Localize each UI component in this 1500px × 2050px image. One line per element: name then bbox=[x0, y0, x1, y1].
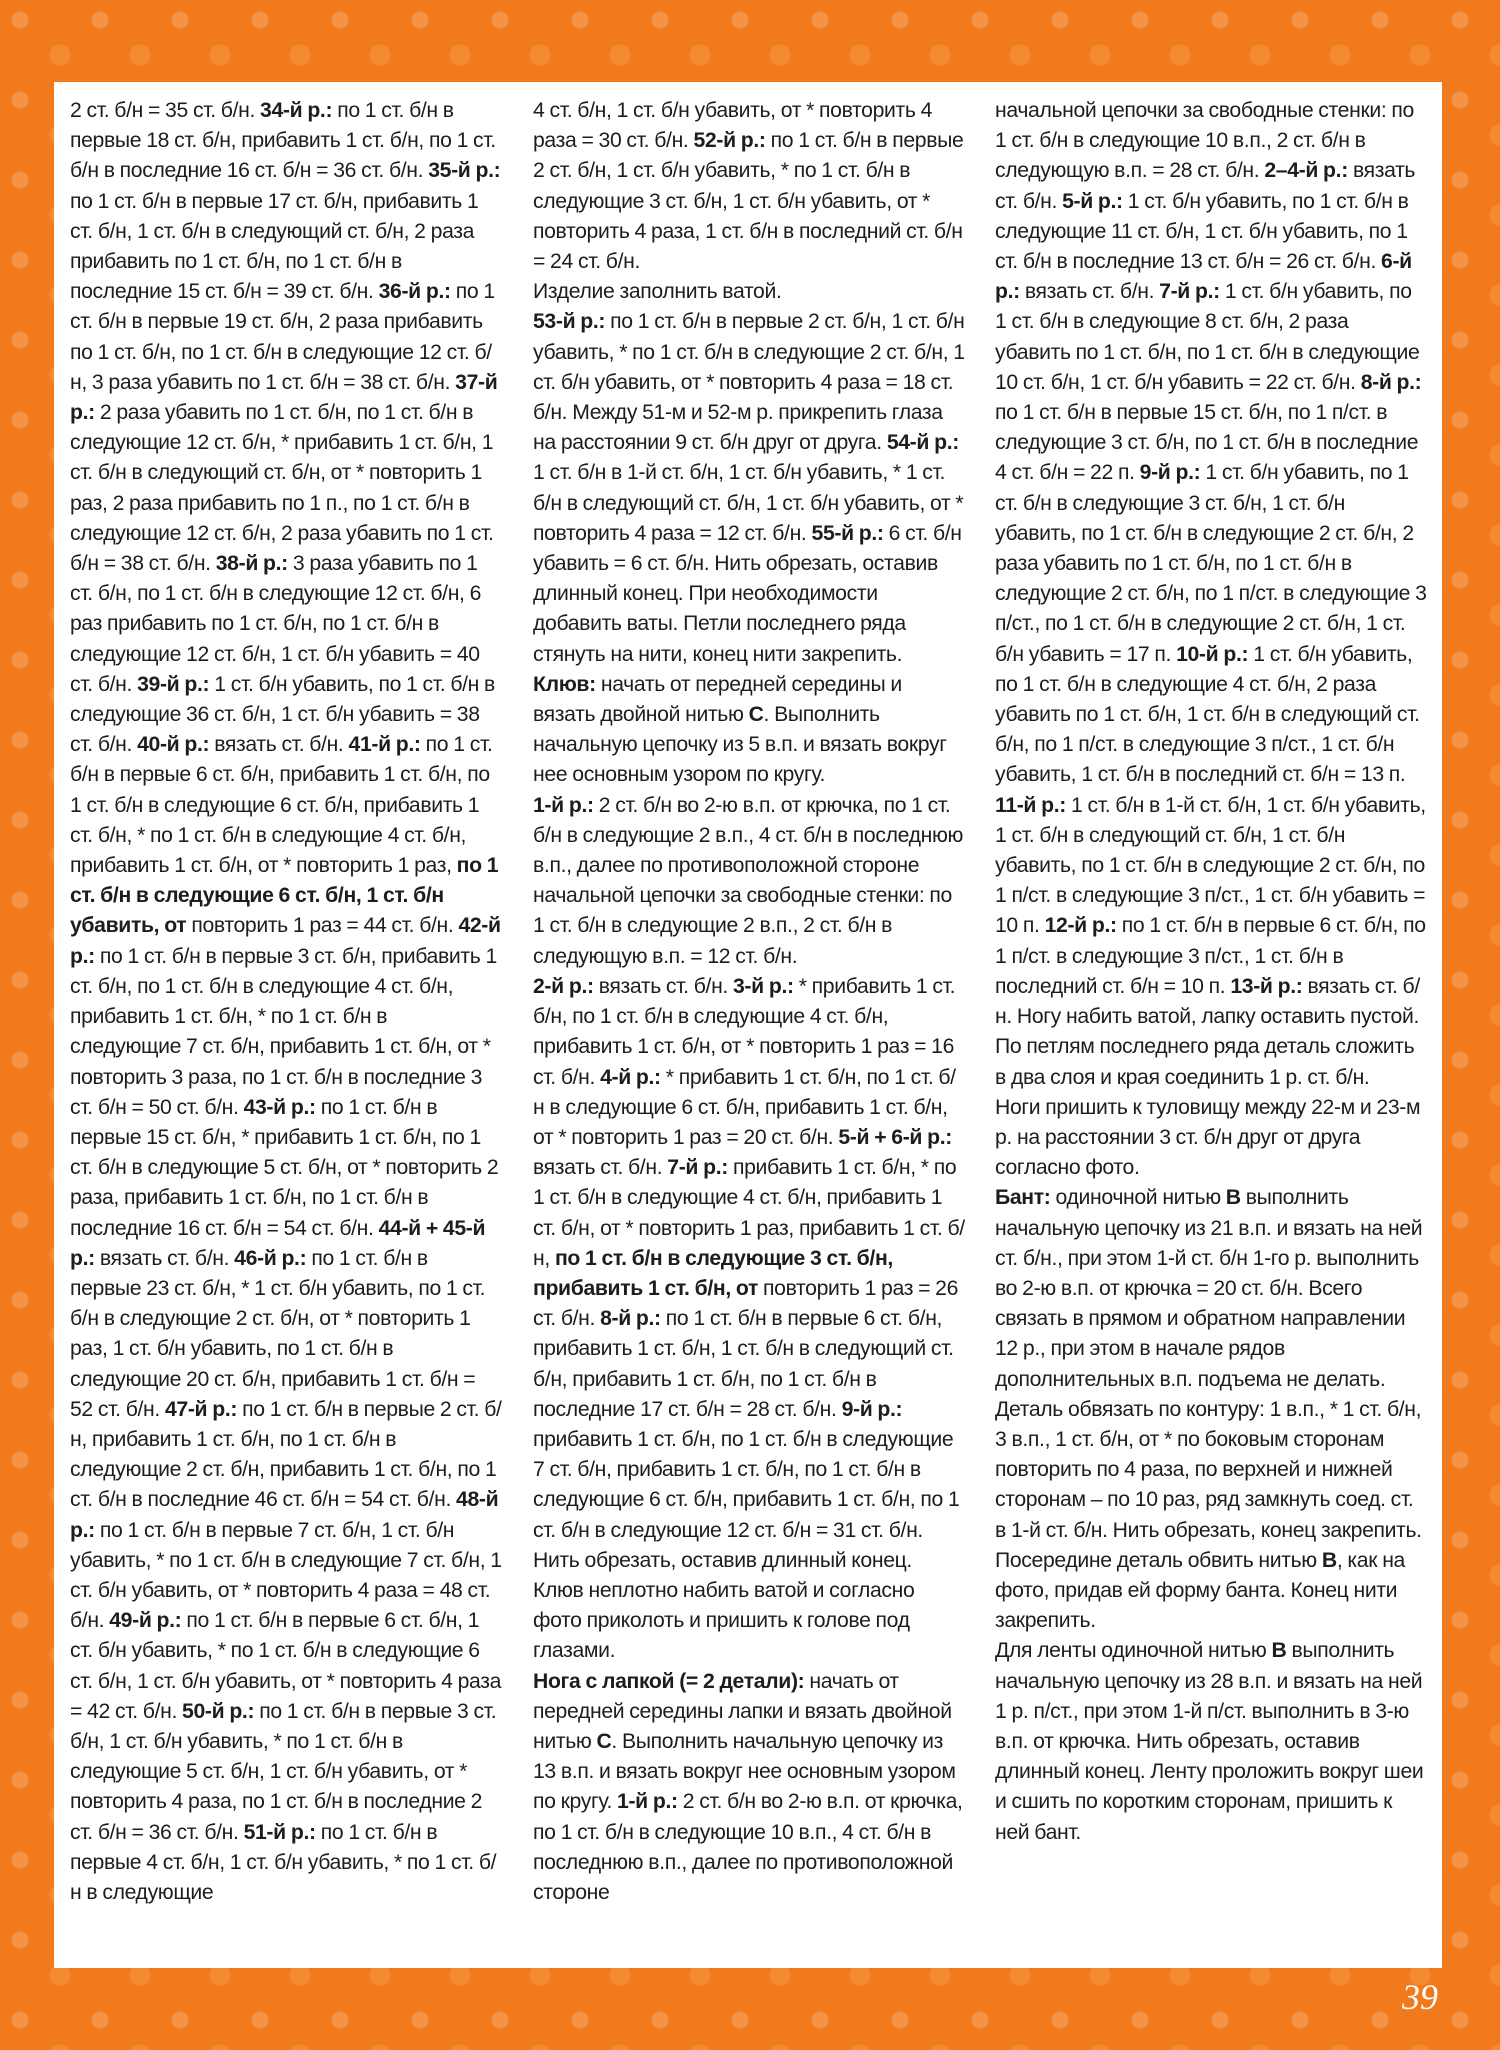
text-column-3 bbox=[995, 96, 1427, 1848]
paragraph: Клюв: начать от передней середины и вязать двойной нитью С. Выполнить начальную цепочку из 5 в.п. и вязать вокруг нее основным узором по кругу. bbox=[533, 672, 947, 787]
paragraph: Нога с лапкой (= 2 детали): начать от передней середины лапки и вязать двойной нитью С. Выполнить начальную цепочку из 13 в.п. и вязать вокруг нее основным узором по кругу. 1-й р.: 2 ст. б/н во 2-ю в.п. от крючка, по 1 ст. б/н в следующие 10 в.п., 4 ст. б/н в последнюю в.п., далее по противоположной стороне bbox=[533, 1669, 963, 1904]
page-number: 39 bbox=[1402, 1977, 1438, 2017]
paragraph: 2 ст. б/н = 35 ст. б/н. 34-й р.: по 1 ст. б/н в первые 18 ст. б/н, прибавить 1 ст. б/н, по 1 ст. б/н в последние 16 ст. б/н = 36 ст. б/н. 35-й р.: по 1 ст. б/н в первые 17 ст. б/н, прибавить 1 ст. б/н, 1 ст. б/н в следующий ст. б/н, 2 раза прибавить по 1 ст. б/н, по 1 ст. б/н в последние 15 ст. б/н = 39 ст. б/н. 36-й р.: по 1 ст. б/н в первые 19 ст. б/н, 2 раза прибавить по 1 ст. б/н, по 1 ст. б/н в следующие 12 ст. б/н, 3 раза убавить по 1 ст. б/н = 38 ст. б/н. 37-й р.: 2 раза убавить по 1 ст. б/н, по 1 ст. б/н в следующие 12 ст. б/н, * прибавить 1 ст. б/н, 1 ст. б/н в следующий ст. б/н, от * повторить 1 раз, 2 раза прибавить по 1 п., по 1 ст. б/н в следующие 12 ст. б/н, 2 раза убавить по 1 ст. б/н = 38 ст. б/н. 38-й р.: 3 раза убавить по 1 ст. б/н, по 1 ст. б/н в следующие 12 ст. б/н, 6 раз прибавить по 1 ст. б/н, по 1 ст. б/н в следующие 12 ст. б/н, 1 ст. б/н убавить = 40 ст. б/н. 39-й р.: 1 ст. б/н убавить, по 1 ст. б/н в следующие 36 ст. б/н, 1 ст. б/н убавить = 38 ст. б/н. 40-й р.: вязать ст. б/н. 41-й р.: по 1 ст. б/н в первые 6 ст. б/н, прибавить 1 ст. б/н, по 1 ст. б/н в следующие 6 ст. б/н, прибавить 1 ст. б/н, * по 1 ст. б/н в следующие 4 ст. б/н, прибавить 1 ст. б/н, от * повторить 1 раз, по 1 ст. б/н в следующие 6 ст. б/н, 1 ст. б/н убавить, от повторить 1 раз = 44 ст. б/н. 42-й р.: по 1 ст. б/н в первые 3 ст. б/н, прибавить 1 ст. б/н, по 1 ст. б/н в следующие 4 ст. б/н, прибавить 1 ст. б/н, * по 1 ст. б/н в следующие 7 ст. б/н, прибавить 1 ст. б/н, от * повторить 3 раза, по 1 ст. б/н в последние 3 ст. б/н = 50 ст. б/н. 43-й р.: по 1 ст. б/н в первые 15 ст. б/н, * прибавить 1 ст. б/н, по 1 ст. б/н в следующие 5 ст. б/н, от * повторить 2 раза, прибавить 1 ст. б/н, по 1 ст. б/н в последние 16 ст. б/н = 54 ст. б/н. 44-й + 45-й р.: вязать ст. б/н. 46-й р.: по 1 ст. б/н в первые 23 ст. б/н, * 1 ст. б/н убавить, по 1 ст. б/н в следующие 2 ст. б/н, от * повторить 1 раз, 1 ст. б/н убавить, по 1 ст. б/н в следующие 20 ст. б/н, прибавить 1 ст. б/н = 52 ст. б/н. 47-й р.: по 1 ст. б/н в первые 2 ст. б/н, прибавить 1 ст. б/н, по 1 ст. б/н в следующие 2 ст. б/н, прибавить 1 ст. б/н, по 1 ст. б/н в последние 46 ст. б/н = 54 ст. б/н. 48-й р.: по 1 ст. б/н в первые 7 ст. б/н, 1 ст. б/н убавить, * по 1 ст. б/н в следующие 7 ст. б/н, 1 ст. б/н убавить, от * повторить 4 раза = 48 ст. б/н. 49-й р.: по 1 ст. б/н в первые 6 ст. б/н, 1 ст. б/н убавить, * по 1 ст. б/н в следующие 6 ст. б/н, 1 ст. б/н убавить, от * повторить 4 раза = 42 ст. б/н. 50-й р.: по 1 ст. б/н в первые 3 ст. б/н, 1 ст. б/н убавить, * по 1 ст. б/н в следующие 5 ст. б/н, 1 ст. б/н убавить, от * повторить 4 раза, по 1 ст. б/н в последние 2 ст. б/н = 36 ст. б/н. 51-й р.: по 1 ст. б/н в первые 4 ст. б/н, 1 ст. б/н убавить, * по 1 ст. б/н в следующие bbox=[70, 99, 502, 1904]
paragraph: Бант: одиночной нитью В выполнить начальную цепочку из 21 в.п. и вязать на ней ст. б/н., при этом 1-й ст. б/н 1-го р. выполнить во 2-ю в.п. от крючка = 20 ст. б/н. Всего связать в прямом и обратном направлении 12 р., при этом в начале рядов дополнительных в.п. подъема не делать. Деталь обвязать по контуру: 1 в.п., * 1 ст. б/н, 3 в.п., 1 ст. б/н, от * по боковым сторонам повторить по 4 раза, по верхней и нижней сторонам – по 10 раз, ряд замкнуть соед. ст. в 1-й ст. б/н. Нить обрезать, конец закрепить. Посередине деталь обвить нитью В, как на фото, придав ей форму банта. Конец нити закрепить. bbox=[995, 1186, 1423, 1633]
paragraph: 2-й р.: вязать ст. б/н. 3-й р.: * прибавить 1 ст. б/н, по 1 ст. б/н в следующие 4 ст. б/н, прибавить 1 ст. б/н, от * повторить 1 раз = 16 ст. б/н. 4-й р.: * прибавить 1 ст. б/н, по 1 ст. б/н в следующие 6 ст. б/н, прибавить 1 ст. б/н, от * повторить 1 раз = 20 ст. б/н. 5-й + 6-й р.: вязать ст. б/н. 7-й р.: прибавить 1 ст. б/н, * по 1 ст. б/н в следующие 4 ст. б/н, прибавить 1 ст. б/н, от * повторить 1 раз, прибавить 1 ст. б/н, по 1 ст. б/н в следующие 3 ст. б/н, прибавить 1 ст. б/н, от повторить 1 раз = 26 ст. б/н. 8-й р.: по 1 ст. б/н в первые 6 ст. б/н, прибавить 1 ст. б/н, 1 ст. б/н в следующий ст. б/н, прибавить 1 ст. б/н, по 1 ст. б/н в последние 17 ст. б/н = 28 ст. б/н. 9-й р.: прибавить 1 ст. б/н, по 1 ст. б/н в следующие 7 ст. б/н, прибавить 1 ст. б/н, по 1 ст. б/н в следующие 6 ст. б/н, прибавить 1 ст. б/н, по 1 ст. б/н в следующие 12 ст. б/н = 31 ст. б/н. Нить обрезать, оставив длинный конец. Клюв неплотно набить ватой и согласно фото приколоть и пришить к голове под глазами. bbox=[533, 974, 965, 1663]
paragraph: Изделие заполнить ватой. bbox=[533, 280, 782, 304]
paragraph: Ноги пришить к туловищу между 22-м и 23-м р. на расстоянии 3 ст. б/н друг от друга согласно фото. bbox=[995, 1095, 1421, 1180]
text-column-2 bbox=[533, 96, 965, 1908]
text-column-1 bbox=[70, 96, 502, 1908]
paragraph: 1-й р.: 2 ст. б/н во 2-ю в.п. от крючка, по 1 ст. б/н в следующие 2 в.п., 4 ст. б/н в последнюю в.п., далее по противоположной стороне начальной цепочки за свободные стенки: по 1 ст. б/н в следующие 2 в.п., 2 ст. б/н в следующую в.п. = 12 ст. б/н. bbox=[533, 793, 964, 968]
paragraph: начальной цепочки за свободные стенки: по 1 ст. б/н в следующие 10 в.п., 2 ст. б/н в следующую в.п. = 28 ст. б/н. 2–4-й р.: вязать ст. б/н. 5-й р.: 1 ст. б/н убавить, по 1 ст. б/н в следующие 11 ст. б/н, 1 ст. б/н убавить, по 1 ст. б/н в последние 13 ст. б/н = 26 ст. б/н. 6-й р.: вязать ст. б/н. 7-й р.: 1 ст. б/н убавить, по 1 ст. б/н в следующие 8 ст. б/н, 2 раза убавить по 1 ст. б/н, по 1 ст. б/н в следующие 10 ст. б/н, 1 ст. б/н убавить = 22 ст. б/н. 8-й р.: по 1 ст. б/н в первые 15 ст. б/н, по 1 п/ст. в следующие 3 ст. б/н, по 1 ст. б/н в последние 4 ст. б/н = 22 п. 9-й р.: 1 ст. б/н убавить, по 1 ст. б/н в следующие 3 ст. б/н, 1 ст. б/н убавить, по 1 ст. б/н в следующие 2 ст. б/н, 2 раза убавить по 1 ст. б/н, по 1 ст. б/н в следующие 2 ст. б/н, по 1 п/ст. в следующие 3 п/ст., по 1 ст. б/н в следующие 2 ст. б/н, 1 ст. б/н убавить = 17 п. 10-й р.: 1 ст. б/н убавить, по 1 ст. б/н в следующие 4 ст. б/н, 2 раза убавить по 1 ст. б/н, 1 ст. б/н в следующий ст. б/н, по 1 п/ст. в следующие 3 п/ст., 1 ст. б/н убавить, 1 ст. б/н в последний ст. б/н = 13 п. 11-й р.: 1 ст. б/н в 1-й ст. б/н, 1 ст. б/н убавить, 1 ст. б/н в следующий ст. б/н, 1 ст. б/н убавить, по 1 ст. б/н в следующие 2 ст. б/н, по 1 п/ст. в следующие 3 п/ст., 1 ст. б/н убавить = 10 п. 12-й р.: по 1 ст. б/н в первые 6 ст. б/н, по 1 п/ст. в следующие 3 п/ст., 1 ст. б/н в последний ст. б/н = 10 п. 13-й р.: вязать ст. б/н. Ногу набить ватой, лапку оставить пустой. По петлям последнего ряда деталь сложить в два слоя и края соединить 1 р. ст. б/н. bbox=[995, 99, 1427, 1089]
paragraph: 4 ст. б/н, 1 ст. б/н убавить, от * повторить 4 раза = 30 ст. б/н. 52-й р.: по 1 ст. б/н в первые 2 ст. б/н, 1 ст. б/н убавить, * по 1 ст. б/н в следующие 3 ст. б/н, 1 ст. б/н убавить, от * повторить 4 раза, 1 ст. б/н в последний ст. б/н = 24 ст. б/н. bbox=[533, 99, 964, 274]
paragraph: Для ленты одиночной нитью В выполнить начальную цепочку из 28 в.п. и вязать на ней 1 р. п/ст., при этом 1-й п/ст. выполнить в 3-ю в.п. от крючка. Нить обрезать, оставив длинный конец. Ленту проложить вокруг шеи и сшить по коротким сторонам, пришить к ней бант. bbox=[995, 1639, 1424, 1844]
page-content bbox=[54, 82, 1442, 1968]
paragraph: 53-й р.: по 1 ст. б/н в первые 2 ст. б/н, 1 ст. б/н убавить, * по 1 ст. б/н в следующие 2 ст. б/н, 1 ст. б/н убавить, от * повторить 4 раза = 18 ст. б/н. Между 51-м и 52-м р. прикрепить глаза на расстоянии 9 ст. б/н друг от друга. 54-й р.: 1 ст. б/н в 1-й ст. б/н, 1 ст. б/н убавить, * 1 ст. б/н в следующий ст. б/н, 1 ст. б/н убавить, от * повторить 4 раза = 12 ст. б/н. 55-й р.: 6 ст. б/н убавить = 6 ст. б/н. Нить обрезать, оставив длинный конец. При необходимости добавить ваты. Петли последнего ряда стянуть на нити, конец нити закрепить. bbox=[533, 310, 965, 666]
